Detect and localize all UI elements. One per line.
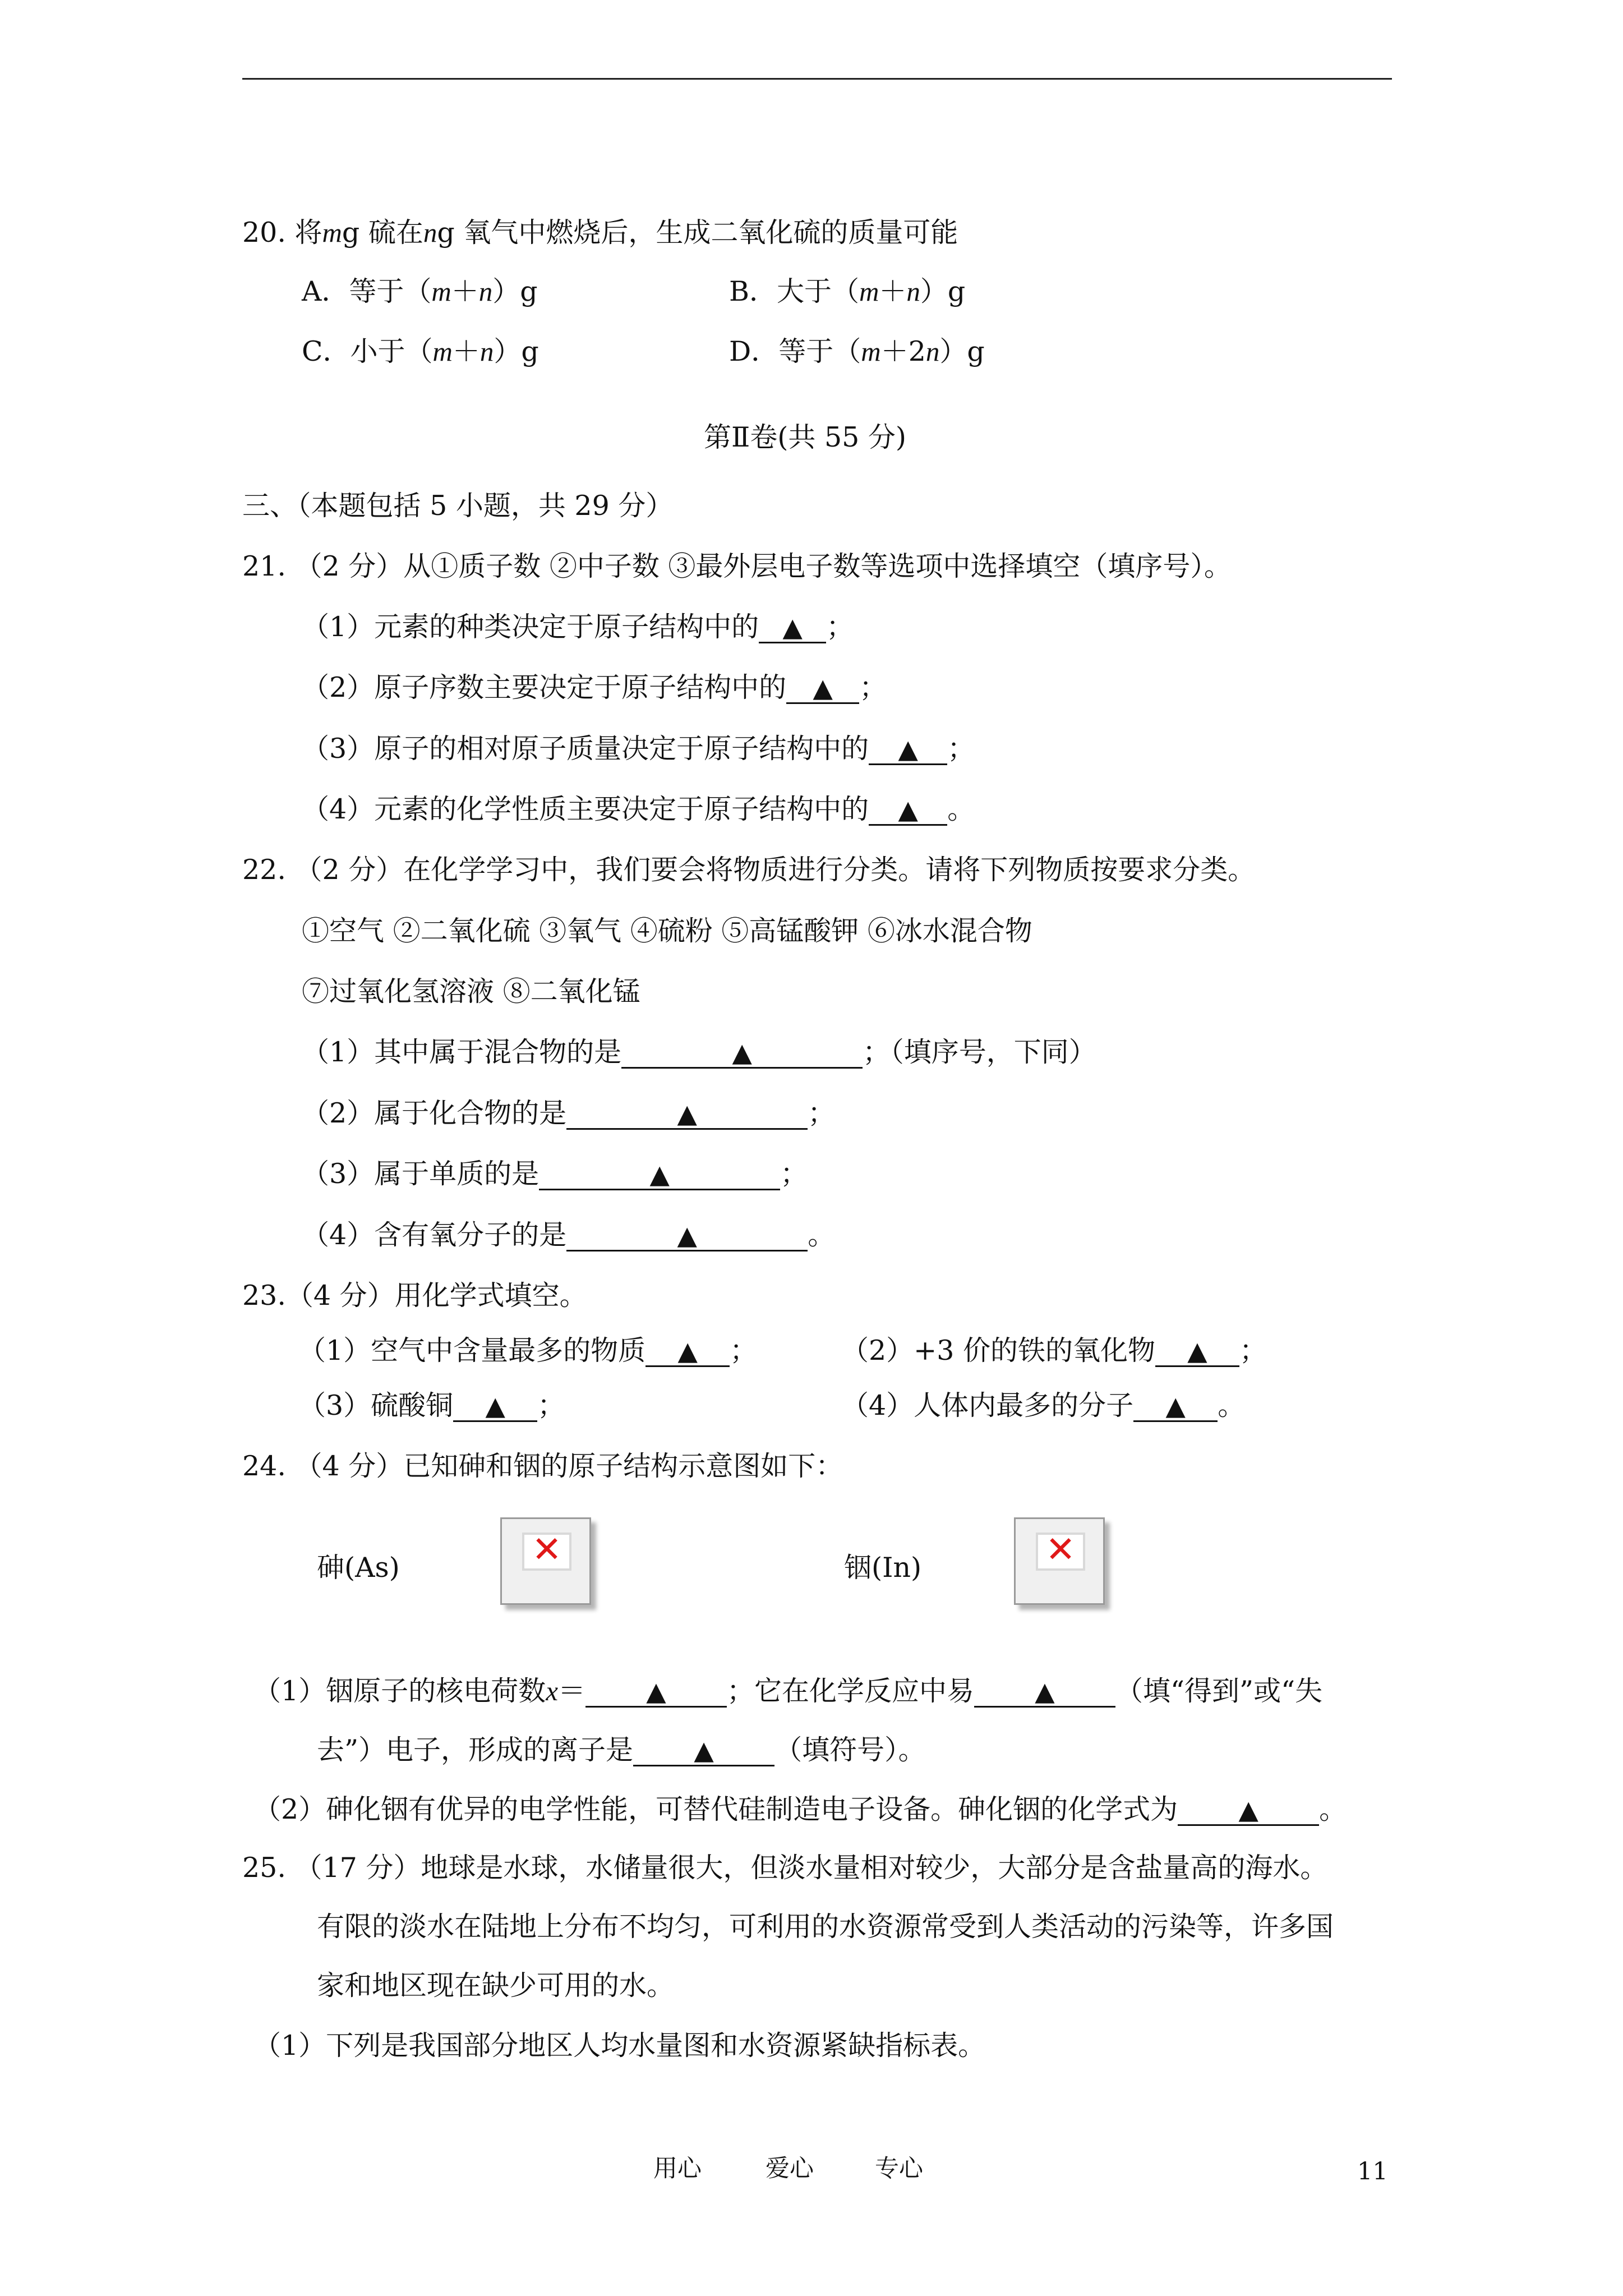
footer-right: 专心	[875, 2155, 923, 2183]
answer-blank[interactable]: ▲	[869, 734, 947, 765]
q21-item-3: （3）原子的相对原子质量决定于原子结构中的 ▲ ；	[302, 733, 975, 765]
q22-item-1: （1）其中属于混合物的是 ▲ ；（填序号，下同）	[302, 1036, 1096, 1068]
header-rule	[242, 78, 1392, 80]
q23-item-2: （2）+3 价的铁的氧化物 ▲ ；	[841, 1335, 1267, 1366]
answer-blank[interactable]: ▲	[759, 613, 826, 643]
q20-number: 20.	[242, 217, 286, 249]
q22-substances-line2: ⑦过氧化氢溶液 ⑧二氧化锰	[302, 976, 640, 1007]
answer-blank[interactable]: ▲	[633, 1736, 774, 1766]
q20-text-c: g 氧气中燃烧后，生成二氧化硫的质量可能	[437, 217, 958, 249]
q20-option-a: A．等于（m＋n）g	[302, 275, 538, 307]
q20-var-m: m	[322, 217, 342, 248]
answer-blank[interactable]: ▲	[869, 795, 947, 826]
q22-item-2: （2）属于化合物的是 ▲ ；	[302, 1097, 836, 1129]
section-title: 第Ⅱ卷(共 55 分)	[704, 421, 907, 453]
q22-stem: 22. （2 分）在化学学习中，我们要会将物质进行分类。请将下列物质按要求分类。	[242, 854, 1256, 886]
q23-stem: 23.（4 分）用化学式填空。	[242, 1280, 587, 1312]
q21-item-1: （1）元素的种类决定于原子结构中的 ▲ ；	[302, 611, 854, 643]
answer-blank[interactable]: ▲	[539, 1159, 780, 1190]
q22-item-3: （3）属于单质的是 ▲ ；	[302, 1158, 808, 1190]
q25-line-2: 有限的淡水在陆地上分布不均匀，可利用的水资源常受到人类活动的污染等，许多国	[317, 1911, 1334, 1943]
q20-var-n: n	[423, 217, 437, 248]
broken-image-icon: ✕	[1036, 1533, 1085, 1571]
answer-blank[interactable]: ▲	[621, 1038, 863, 1069]
q24-part-1-line-1: （1）铟原子的核电荷数x＝ ▲ ；它在化学反应中易 ▲ （填“得到”或“失	[253, 1675, 1323, 1707]
answer-blank[interactable]: ▲	[645, 1336, 730, 1367]
answer-blank[interactable]: ▲	[453, 1391, 537, 1422]
q21-item-2: （2）原子序数主要决定于原子结构中的 ▲ ；	[302, 671, 887, 703]
q24-part-2: （2）砷化铟有优异的电学性能，可替代硅制造电子设备。砷化铟的化学式为 ▲ 。	[253, 1793, 1347, 1825]
answer-blank[interactable]: ▲	[566, 1221, 808, 1251]
answer-blank[interactable]: ▲	[1155, 1336, 1239, 1367]
q24-label-as: 砷(As)	[317, 1552, 400, 1584]
q23-item-3: （3）硫酸铜 ▲ ；	[298, 1389, 565, 1421]
answer-blank[interactable]: ▲	[585, 1677, 727, 1708]
answer-blank[interactable]: ▲	[1178, 1795, 1319, 1826]
q20-option-b: B．大于（m＋n）g	[729, 275, 966, 307]
answer-blank[interactable]: ▲	[786, 673, 859, 704]
broken-image-icon: ✕	[522, 1533, 571, 1571]
answer-blank[interactable]: ▲	[974, 1677, 1115, 1708]
q24-part-1-line-2: 去”）电子，形成的离子是 ▲ （填符号）。	[317, 1734, 926, 1766]
q20-text-b: g 硫在	[342, 217, 423, 249]
footer-mid: 爱心	[766, 2155, 814, 2183]
q22-substances-line1: ①空气 ②二氧化硫 ③氧气 ④硫粉 ⑤高锰酸钾 ⑥冰水混合物	[302, 915, 1032, 947]
q22-item-4: （4）含有氧分子的是 ▲ 。	[302, 1219, 836, 1251]
q25-line-1: 25. （17 分）地球是水球，水储量很大，但淡水量相对较少，大部分是含盐量高的海水。	[242, 1852, 1328, 1884]
q23-item-1: （1）空气中含量最多的物质 ▲ ；	[298, 1335, 758, 1366]
q24-label-in: 铟(In)	[844, 1552, 922, 1584]
q23-item-4: （4）人体内最多的分子 ▲ 。	[841, 1389, 1246, 1421]
q25-line-3: 家和地区现在缺少可用的水。	[317, 1970, 675, 2001]
answer-blank[interactable]: ▲	[566, 1099, 808, 1130]
q25-sub-1: （1）下列是我国部分地区人均水量图和水资源紧缺指标表。	[253, 2030, 986, 2062]
q20-text-a: 将	[294, 217, 322, 249]
answer-blank[interactable]: ▲	[1133, 1391, 1218, 1422]
q21-item-4: （4）元素的化学性质主要决定于原子结构中的 ▲ 。	[302, 793, 975, 825]
q21-stem: 21. （2 分）从①质子数 ②中子数 ③最外层电子数等选项中选择填空（填序号）。	[242, 550, 1232, 582]
footer-left: 用心	[653, 2155, 702, 2183]
q20-option-d: D．等于（m＋2n）g	[729, 335, 985, 367]
indium-structure-image	[1014, 1517, 1105, 1605]
q20-stem	[242, 216, 958, 250]
part-heading: 三、（本题包括 5 小题，共 29 分）	[242, 490, 674, 522]
q24-stem: 24. （4 分）已知砷和铟的原子结构示意图如下：	[242, 1450, 843, 1482]
arsenic-structure-image	[500, 1517, 591, 1605]
page-number: 11	[1357, 2157, 1388, 2185]
q20-option-c: C．小于（m＋n）g	[302, 335, 539, 367]
